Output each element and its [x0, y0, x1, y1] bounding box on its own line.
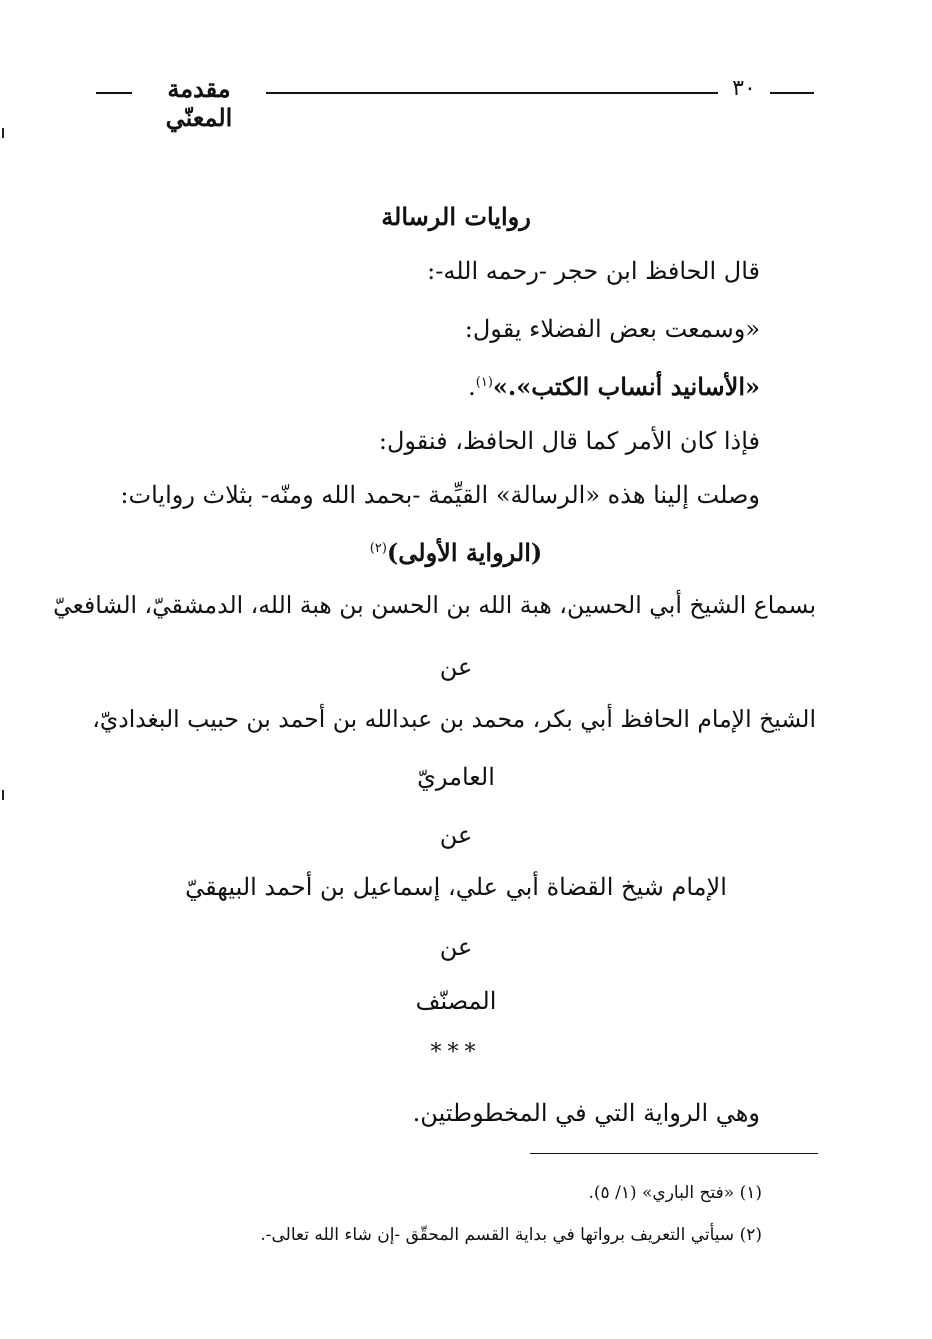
header-rule-right: [770, 92, 814, 94]
footnote-2: (٢) سيأتي التعريف برواتها في بداية القسم المحقّق -إن شاء الله تعالى-.: [260, 1225, 762, 1245]
body-line-4: فإذا كان الأمر كما قال الحافظ، فنقول:: [378, 427, 760, 455]
chain-link-an-2: عن: [439, 821, 473, 849]
footnote-ref-2: (٢): [369, 541, 387, 556]
closing-line: وهي الرواية التي في المخطوطتين.: [412, 1099, 760, 1127]
body-line-5: وصلت إلينا هذه «الرسالة» القيِّمة -بحمد الله ومنّه- بثلاث روايات:: [120, 481, 760, 509]
chain-line-3: العامريّ: [417, 763, 495, 791]
quote-text: «الأسانيد أنساب الكتب».»: [492, 372, 760, 401]
header-rule-left: [96, 92, 132, 94]
chain-link-an-1: عن: [439, 653, 473, 681]
body-line-1: قال الحافظ ابن حجر -رحمه الله-:: [427, 257, 760, 285]
footnote-1: (١) «فتح الباري» (١/ ٥).: [588, 1183, 762, 1203]
subheading-text: (الرواية الأولى): [386, 538, 543, 567]
footnote-rule: [530, 1153, 818, 1154]
chain-line-5: المصنّف: [415, 987, 497, 1015]
footnote-ref-1: (١): [475, 375, 493, 390]
chain-line-2: الشيخ الإمام الحافظ أبي بكر، محمد بن عبدالله بن أحمد بن حبيب البغداديّ،: [92, 705, 816, 733]
body-line-2: «وسمعت بعض الفضلاء يقول:: [464, 315, 760, 343]
section-separator: ***: [430, 1040, 482, 1065]
body-line-3: [468, 366, 760, 404]
chain-line-4: الإمام شيخ القضاة أبي علي، إسماعيل بن أحمد البيهقيّ: [185, 873, 727, 901]
chain-link-an-3: عن: [439, 933, 473, 961]
running-title: مقدمة المعنّي: [165, 74, 233, 132]
margin-mark-top: [2, 128, 4, 138]
chain-line-1: بسماع الشيخ أبي الحسين، هبة الله بن الحسن بن هبة الله، الدمشقيّ، الشافعيّ: [53, 591, 816, 619]
header-rule-middle: [266, 92, 718, 94]
subheading: [96, 532, 816, 570]
page-number: ٣٠: [732, 76, 756, 101]
section-title: روايات الرسالة: [381, 202, 531, 231]
margin-mark-middle: [2, 790, 4, 800]
line-end-period: .: [468, 373, 476, 401]
